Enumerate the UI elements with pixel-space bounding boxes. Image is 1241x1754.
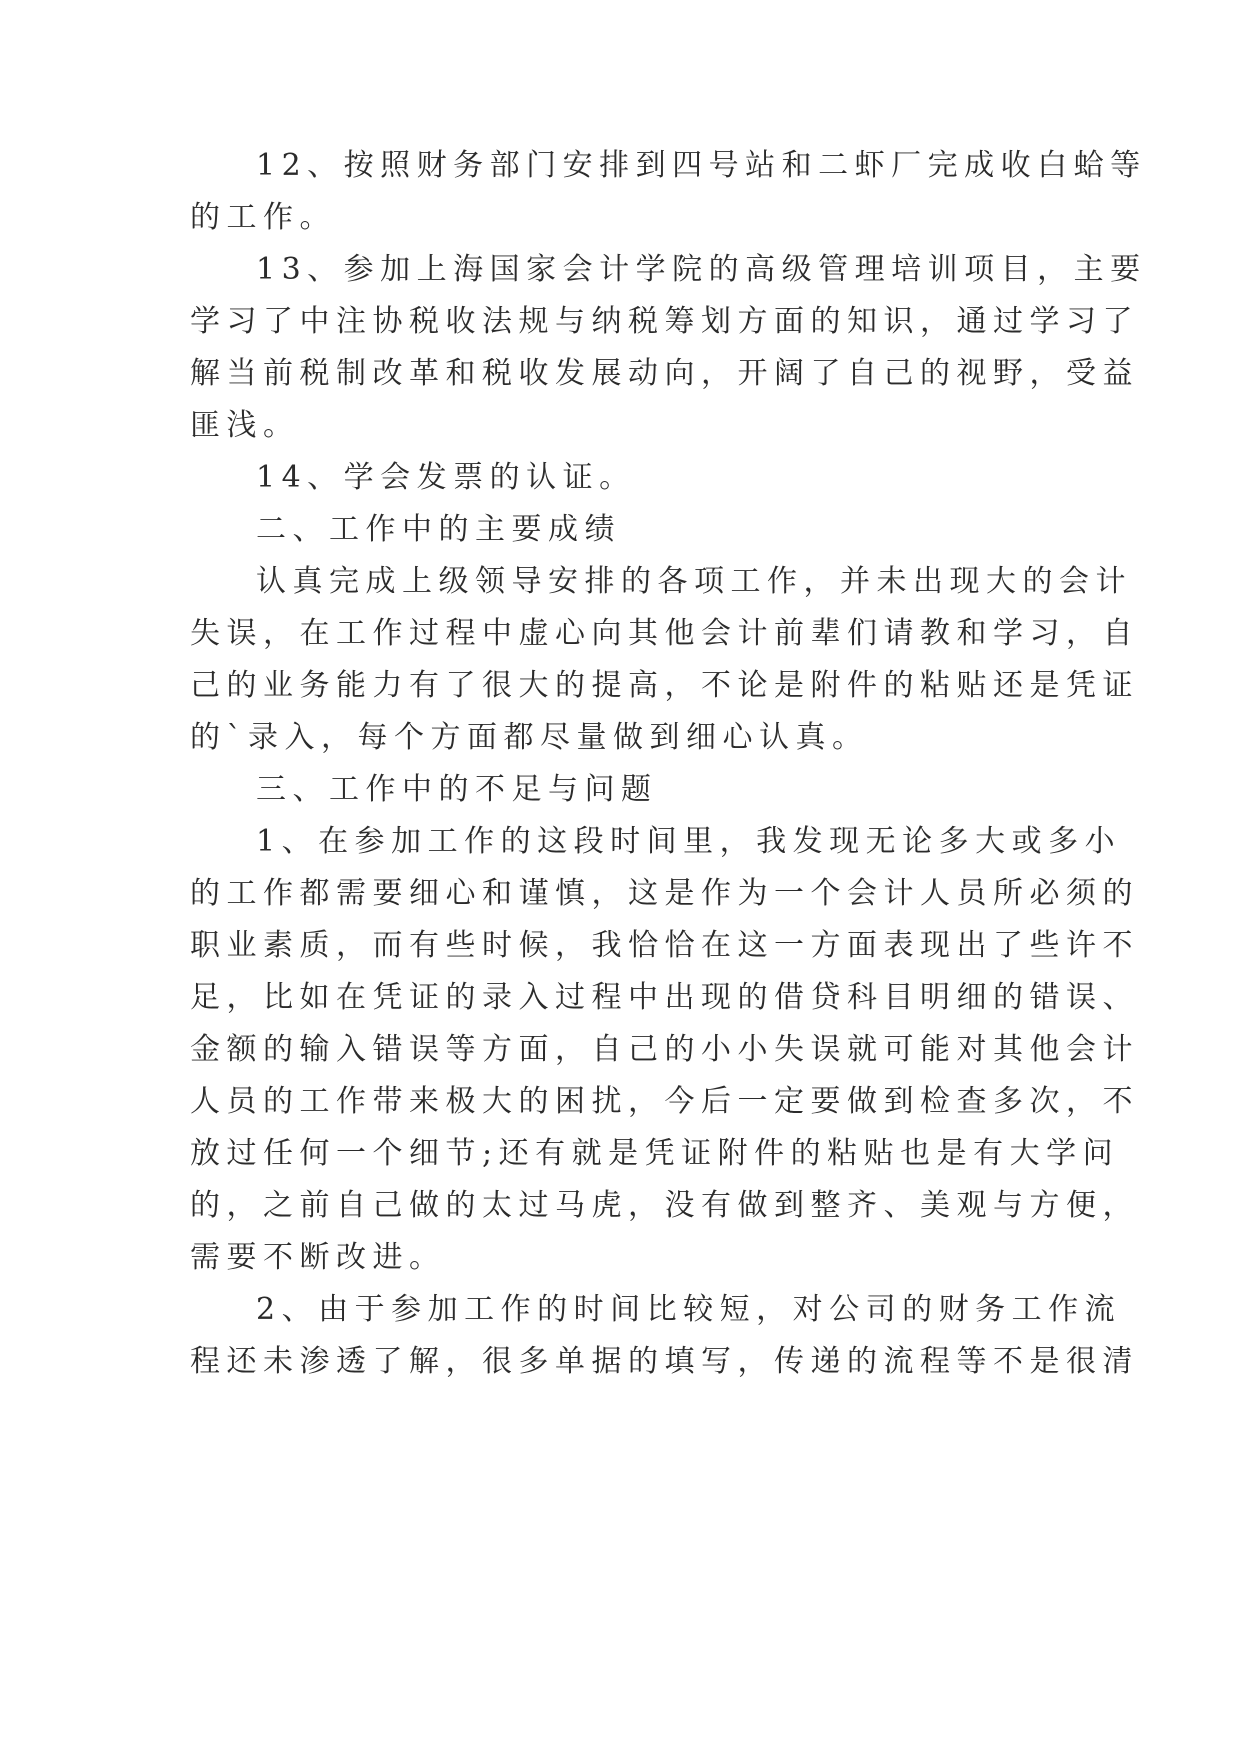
- text-line: 程还未渗透了解，很多单据的填写，传递的流程等不是很清: [190, 1344, 1139, 1379]
- text-line: 的，之前自己做的太过马虎，没有做到整齐、美观与方便，: [190, 1188, 1139, 1223]
- text-line: 失误，在工作过程中虚心向其他会计前辈们请教和学习，自: [190, 616, 1139, 651]
- text-line: 需要不断改进。: [190, 1240, 446, 1275]
- section-heading: 三、工作中的不足与问题: [256, 772, 658, 807]
- text-line: 职业素质，而有些时候，我恰恰在这一方面表现出了些许不: [190, 928, 1139, 963]
- text-line: 认真完成上级领导安排的各项工作，并未出现大的会计: [256, 564, 1132, 599]
- text-line: 己的业务能力有了很大的提高，不论是附件的粘贴还是凭证: [190, 668, 1139, 703]
- text-line: 金额的输入错误等方面，自己的小小失误就可能对其他会计: [190, 1032, 1139, 1067]
- text-line: 匪浅。: [190, 408, 300, 443]
- section-heading: 二、工作中的主要成绩: [256, 512, 621, 547]
- text-line: 13、参加上海国家会计学院的高级管理培训项目，主要: [256, 252, 1147, 287]
- text-line: 12、按照财务部门安排到四号站和二虾厂完成收白蛤等: [256, 148, 1147, 183]
- text-line: 的`录入，每个方面都尽量做到细心认真。: [190, 720, 869, 755]
- text-line: 解当前税制改革和税收发展动向，开阔了自己的视野，受益: [190, 356, 1139, 391]
- text-line: 人员的工作带来极大的困扰，今后一定要做到检查多次，不: [190, 1084, 1139, 1119]
- text-line: 的工作都需要细心和谨慎，这是作为一个会计人员所必须的: [190, 876, 1139, 911]
- text-line: 1、在参加工作的这段时间里，我发现无论多大或多小: [256, 824, 1122, 859]
- text-line: 足，比如在凭证的录入过程中出现的借贷科目明细的错误、: [190, 980, 1139, 1015]
- text-line: 的工作。: [190, 200, 336, 235]
- text-line: 放过任何一个细节;还有就是凭证附件的粘贴也是有大学问: [190, 1136, 1120, 1171]
- text-line: 14、学会发票的认证。: [256, 460, 636, 495]
- text-line: 2、由于参加工作的时间比较短，对公司的财务工作流: [256, 1292, 1122, 1327]
- text-line: 学习了中注协税收法规与纳税筹划方面的知识，通过学习了: [190, 304, 1139, 339]
